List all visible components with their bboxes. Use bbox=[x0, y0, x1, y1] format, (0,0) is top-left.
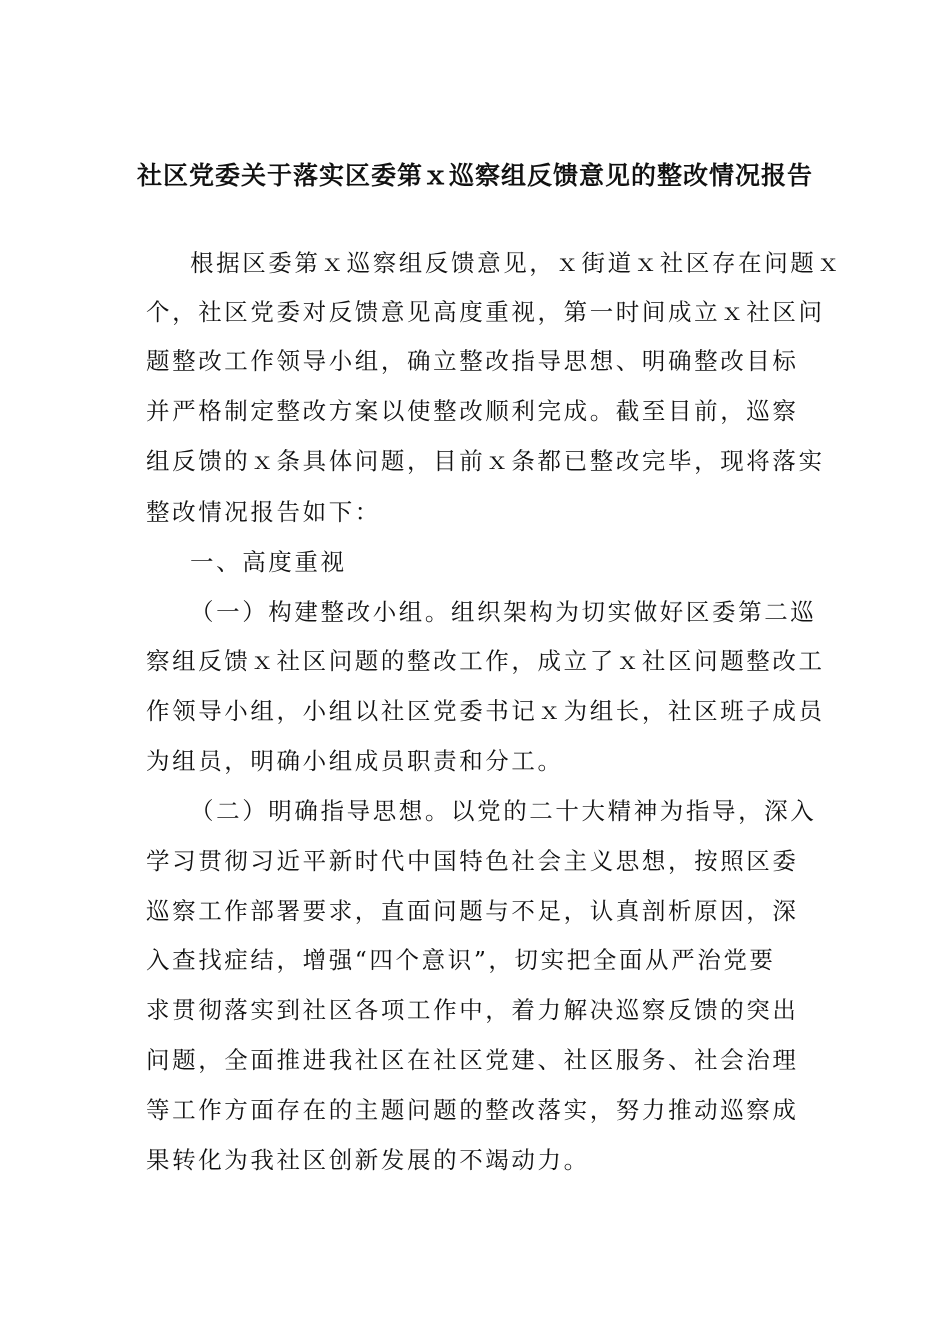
paragraph-line: 并严格制定整改方案以使整改顺利完成。截至目前，巡察 bbox=[146, 397, 799, 425]
paragraph-line: 整改情况报告如下： bbox=[146, 498, 381, 526]
paragraph-line: 作领导小组，小组以社区党委书记ｘ为组长，社区班子成员 bbox=[146, 697, 825, 725]
paragraph-line: 察组反馈ｘ社区问题的整改工作，成立了ｘ社区问题整改工 bbox=[146, 647, 825, 675]
paragraph-line: 为组员，明确小组成员职责和分工。 bbox=[146, 747, 564, 775]
paragraph-line: 等工作方面存在的主题问题的整改落实，努力推动巡察成 bbox=[146, 1096, 799, 1124]
paragraph-line: 题整改工作领导小组，确立整改指导思想、明确整改目标 bbox=[146, 347, 799, 375]
paragraph-line: 入查找症结，增强“四个意识”，切实把全面从严治党要 bbox=[146, 946, 776, 974]
paragraph-line: 问题，全面推进我社区在社区党建、社区服务、社会治理 bbox=[146, 1046, 799, 1074]
paragraph-line: 组反馈的ｘ条具体问题，目前ｘ条都已整改完毕，现将落实 bbox=[146, 447, 825, 475]
document-title: 社区党委关于落实区委第ｘ巡察组反馈意见的整改情况报告 bbox=[136, 161, 813, 190]
paragraph-line: 个，社区党委对反馈意见高度重视，第一时间成立ｘ社区问 bbox=[146, 298, 825, 326]
paragraph-line: 果转化为我社区创新发展的不竭动力。 bbox=[146, 1146, 590, 1174]
section-heading: 一、高度重视 bbox=[190, 548, 347, 576]
paragraph-line: （二）明确指导思想。以党的二十大精神为指导，深入 bbox=[190, 797, 817, 825]
paragraph-line: 学习贯彻习近平新时代中国特色社会主义思想，按照区委 bbox=[146, 847, 799, 875]
paragraph-line: （一）构建整改小组。组织架构为切实做好区委第二巡 bbox=[190, 598, 817, 626]
paragraph-line: 求贯彻落实到社区各项工作中，着力解决巡察反馈的突出 bbox=[146, 996, 799, 1024]
paragraph-line: 根据区委第ｘ巡察组反馈意见，ｘ街道ｘ社区存在问题ｘ bbox=[190, 249, 843, 277]
paragraph-line: 巡察工作部署要求，直面问题与不足，认真剖析原因，深 bbox=[146, 897, 799, 925]
